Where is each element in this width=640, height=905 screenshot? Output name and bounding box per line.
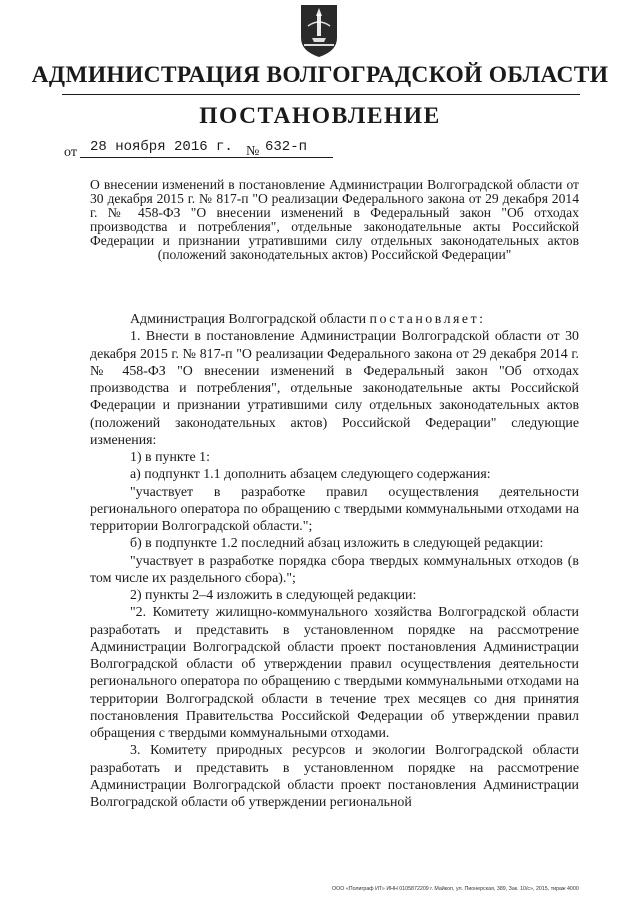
preamble-verb: постановляет: <box>369 312 486 327</box>
document-subject: О внесении изменений в постановление Администрации Волгоградской области от 30 декабря 2015 г. № 817-п "О реализации Федерального закона от 29 декабря 2014 г. № 458-ФЗ "О внесении изменений в Федеральный закон "Об отходах производства и потребления", отдельные законодательные акты Российской Федерации и признании утратившими силу отдельных законодательных актов (положений законодательных актов) Российской Федерации" <box>90 177 579 262</box>
paragraph-1: 1. Внести в постановление Администрации Волгоградской области от 30 декабря 2015 г. № 817-п "О реализации Федерального закона от 29 декабря 2014 г. № 458-ФЗ "О внесении изменений в Федеральный закон "Об отходах производства и потребления", отдельные законодательные акты Российской Федерации и признании утратившими силу отдельных законодательных актов (положений законодательных актов) Российской Федерации" следующие изменения: <box>90 329 579 448</box>
paragraph-1-1: 1) в пункте 1: <box>130 450 210 465</box>
paragraph-2: "2. Комитету жилищно-коммунального хозяйства Волгоградской области разработать и представить в установленном порядке на рассмотрение Администрации Волгоградской области проект постановления Администрации Волгоградской области об утверждении правил осуществления деятельности регионального оператора по обращению с твердыми коммунальными отходами на территории Волгоградской области в течение трех месяцев со дня принятия постановления Правительства Российской Федерации об утверждении правил обращения с твердыми коммунальными отходами. <box>90 605 579 741</box>
paragraph-1-1b: б) в подпункте 1.2 последний абзац изложить в следующей редакции: <box>130 536 544 552</box>
paragraph-3: 3. Комитету природных ресурсов и экологии Волгоградской области разработать и представить в установленном порядке на рассмотрение Администрации Волгоградской области проект постановления Администрации Волгоградской области об утверждении региональной <box>90 743 579 810</box>
preamble <box>90 311 579 328</box>
dateline <box>64 139 364 163</box>
paragraph-1-2: 2) пункты 2–4 изложить в следующей редакции: <box>130 588 417 603</box>
preamble-text: Администрация Волгоградской области <box>130 312 367 327</box>
document-date: 28 ноября 2016 г. <box>80 139 302 158</box>
printer-imprint: ООО «Полиграф ИТ» ИНН 0105872209 г. Майкоп, ул. Пионерская, 389, Зак. 10/с», 2015, тираж 4000 <box>332 886 579 892</box>
quote-2: "участвует в разработке порядка сбора твердых коммунальных отходов (в том числе их раздельного сбора)."; <box>90 553 579 586</box>
number-sign: № <box>246 144 260 159</box>
paragraph-1-1a: а) подпункт 1.1 дополнить абзацем следующего содержания: <box>130 467 491 483</box>
date-prefix: от <box>64 145 77 160</box>
document-type: ПОСТАНОВЛЕНИЕ <box>199 103 441 129</box>
coat-of-arms-icon <box>300 4 338 58</box>
quote-1: "участвует в разработке правил осуществления деятельности регионального оператора по обращению с твердыми коммунальными отходами на территории Волгоградской области."; <box>90 484 579 534</box>
document-number: 632-п <box>263 139 333 158</box>
organization-title: АДМИНИСТРАЦИЯ ВОЛГОГРАДСКОЙ ОБЛАСТИ <box>31 62 609 88</box>
document-body <box>90 311 579 811</box>
title-divider <box>62 94 580 95</box>
